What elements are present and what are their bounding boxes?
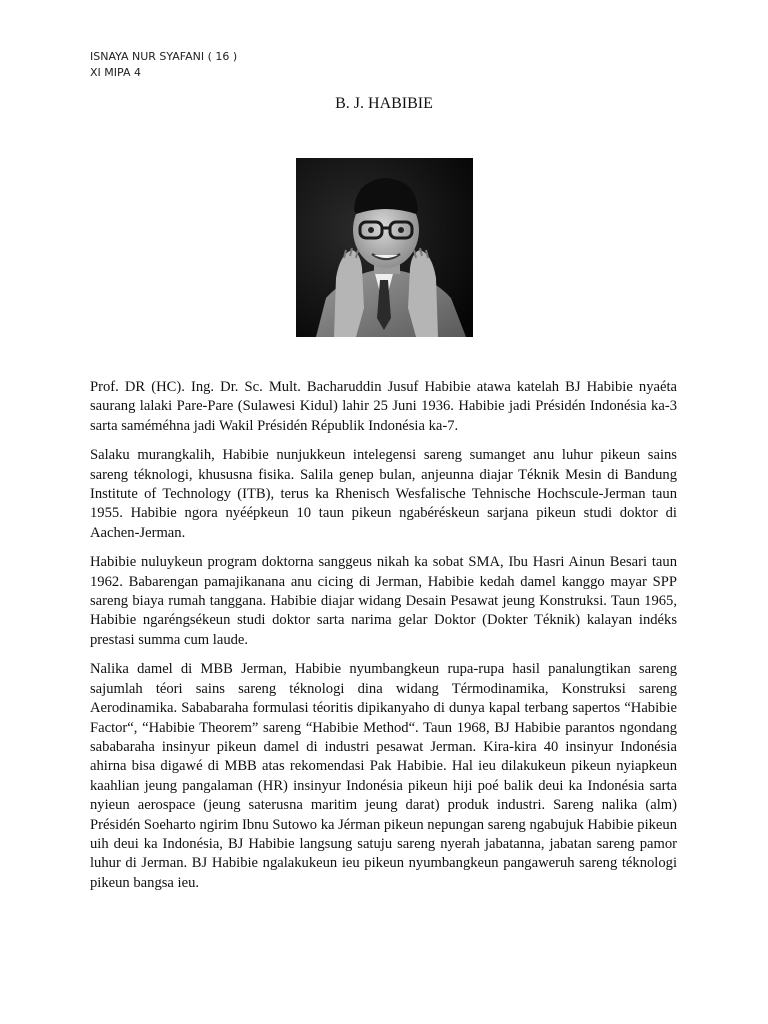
document-title: B. J. HABIBIE: [335, 95, 433, 112]
portrait-illustration: [296, 158, 473, 337]
paragraph-3: Habibie nuluykeun program doktorna sanggeus nikah ka sobat SMA, Ibu Hasri Ainun Besari taun 1962. Babarengan pamajikanana anu cicing di Jerman, Habibie kedah damel kanggo mayar SPP sareng biaya rumah tanggana. Habibie diajar widang Desain Pesawat jeung Konstruksi. Taun 1965, Habibie ngaréngsékeun studi doktor sarta narima gelar Doktor (Dokter Téknik) kalayan indéks prestasi summa cum laude.: [90, 554, 677, 648]
paragraph-2: Salaku murangkalih, Habibie nunjukkeun intelegensi sareng sumanget anu luhur pikeun sains sareng téknologi, khususna fisika. Salila genep bulan, anjeunna diajar Téknik Mesin di Bandung Institute of Technology (ITB), terus ka Rhenisch Wesfalische Tehnische Hochscule-Jerman taun 1955. Habibie ngora nyéépkeun 10 taun pikeun ngabéréskeun sarjana pikeun studi doktor di Aachen-Jerman.: [90, 447, 677, 541]
portrait-photo: [296, 158, 473, 337]
author-line: ISNAYA NUR SYAFANI ( 16 ): [90, 50, 238, 63]
paragraph-4: Nalika damel di MBB Jerman, Habibie nyumbangkeun rupa-rupa hasil panalungtikan sareng sajumlah téori sains sareng téknologi dina widang Térmodinamika, Konstruksi sareng Aerodinamika. Sababaraha formulasi téoritis dipikanyaho di dunya kapal terbang sapertos “Habibie Factor“, “Habibie Theorem” sareng “Habibie Method“. Taun 1968, BJ Habibie parantos ngondang sababaraha insinyur pikeun damel di industri pesawat Jerman. Kira-kira 40 insinyur Indonésia ahirna bisa digawé di MBB atas rekomendasi Pak Habibie. Hal ieu dilakukeun pikeun nyiapkeun kaahlian jeung pangalaman (HR) insinyur Indonésia pikeun hiji poé balik deui ka Indonésia sarta nyieun aerospace (jeung saterusna maritim jeung darat) produk industri. Sareng nalika (alm) Présidén Soeharto ngirim Ibnu Sutowo ka Jérman pikeun nepungan sareng ngabujuk Habibie pikeun uih deui ka Indonésia, BJ Habibie langsung satuju sareng nyerah jabatanna, jabatan sareng pamor luhur di Jerman. BJ Habibie ngalakukeun ieu pikeun nyumbangkeun pangaweruh sareng téknologi pikeun bangsa ieu.: [90, 661, 677, 891]
document-body: [90, 378, 677, 903]
class-line: XI MIPA 4: [90, 66, 141, 79]
document-header: [90, 49, 237, 81]
paragraph-1: Prof. DR (HC). Ing. Dr. Sc. Mult. Bacharuddin Jusuf Habibie atawa katelah BJ Habibie nyaéta saurang lalaki Pare-Pare (Sulawesi Kidul) lahir 25 Juni 1936. Habibie jadi Présidén Indonésia ka-3 sarta saméméhna jadi Wakil Présidén Républik Indonésia ka-7.: [90, 379, 677, 434]
